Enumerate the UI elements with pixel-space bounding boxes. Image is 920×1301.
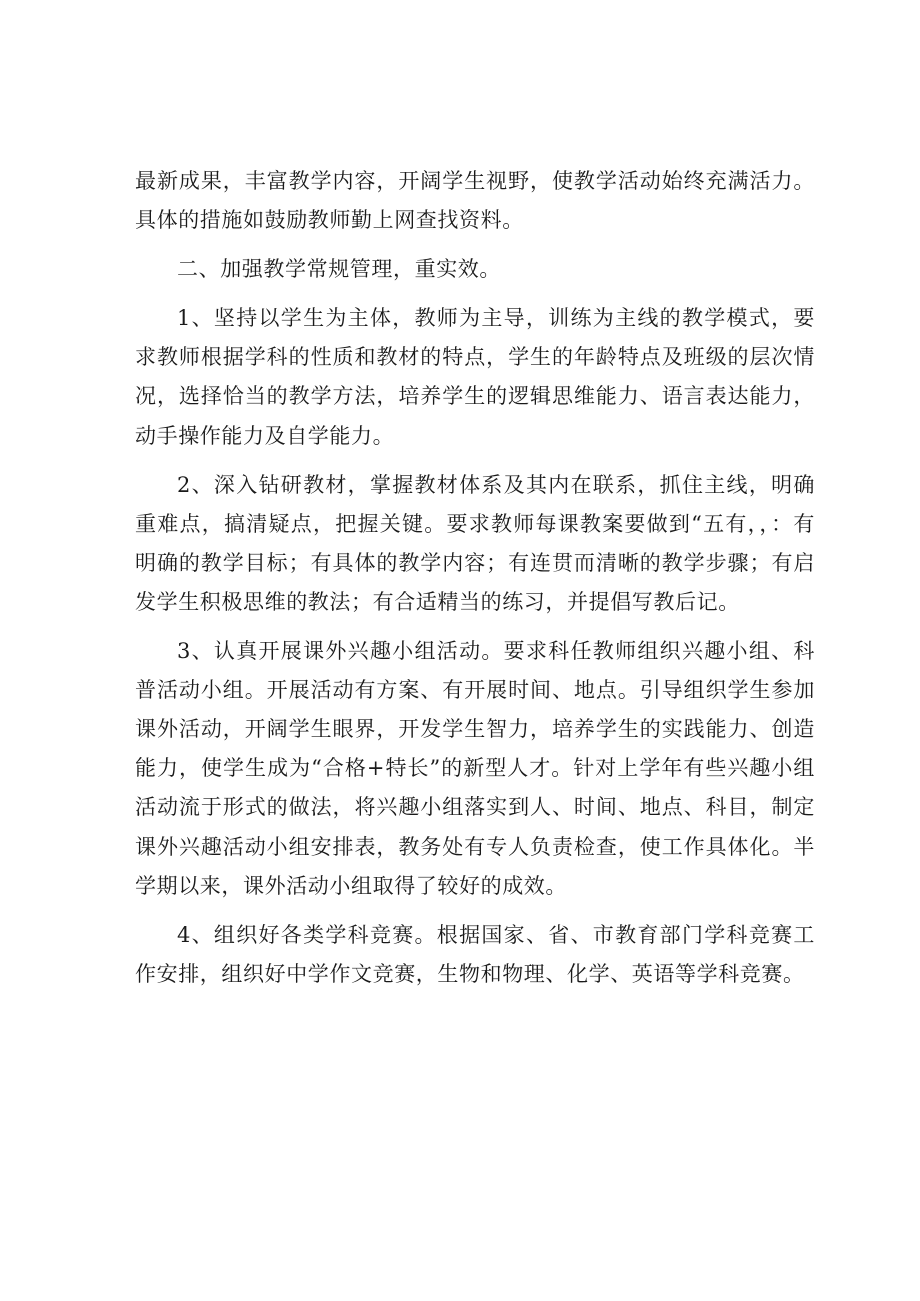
document-body [135, 162, 815, 994]
paragraph-continuation: 最新成果，丰富教学内容，开阔学生视野，使教学活动始终充满活力。具体的措施如鼓励教师勤上网查找资料。 [135, 169, 815, 233]
section-heading: 二、加强教学常规管理，重实效。 [177, 257, 501, 282]
paragraph-item-2: 2、深入钻研教材，掌握教材体系及其内在联系，抓住主线，明确重难点，搞清疑点，把握关键。要求教师每课教案要做到“五有，，：有明确的教学目标；有具体的教学内容；有连贯而清晰的教学步骤；有启发学生积极思维的教法；有合适精当的练习，并提倡写教后记。 [135, 472, 815, 614]
paragraph-item-3: 3、认真开展课外兴趣小组活动。要求科任教师组织兴趣小组、科普活动小组。开展活动有方案、有开展时间、地点。引导组织学生参加课外活动，开阔学生眼界，开发学生智力，培养学生的实践能力、创造能力，使学生成为“合格+特长”的新型人才。针对上学年有些兴趣小组活动流于形式的做法，将兴趣小组落实到人、时间、地点、科目，制定课外兴趣活动小组安排表，教务处有专人负责检查，使工作具体化。半学期以来，课外活动小组取得了较好的成效。 [135, 639, 815, 898]
paragraph-item-1: 1、坚持以学生为主体，教师为主导，训练为主线的教学模式，要求教师根据学科的性质和教材的特点，学生的年龄特点及班级的层次情况，选择恰当的教学方法，培养学生的逻辑思维能力、语言表达能力，动手操作能力及自学能力。 [135, 306, 815, 448]
paragraph-item-4: 4、组织好各类学科竞赛。根据国家、省、市教育部门学科竞赛工作安排，组织好中学作文竞赛，生物和物理、化学、英语等学科竞赛。 [135, 922, 815, 986]
